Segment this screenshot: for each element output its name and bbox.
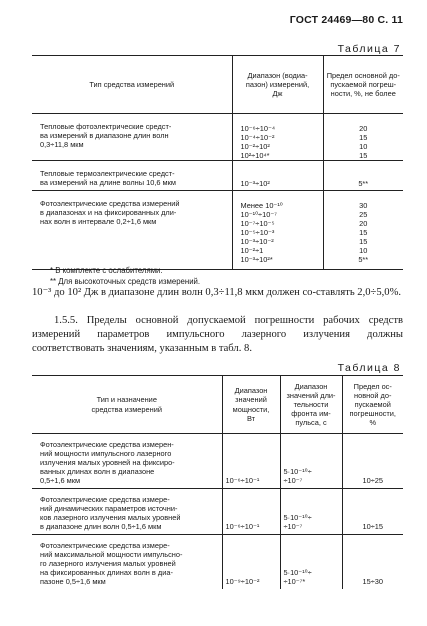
table-row	[32, 489, 403, 535]
table8-row2-duration: 5·10⁻¹⁰÷ ÷10⁻⁷	[280, 489, 342, 535]
table7-row1-name: Тепловые фотоэлектрические средст- ва измерений в диапазоне длин волн 0,3÷11,8 мкм	[40, 122, 172, 150]
table8	[32, 375, 403, 589]
table-row	[32, 161, 403, 191]
table7-header-error: Предел основной до- пускаемой погреш- ности, %, не более	[323, 56, 403, 114]
table8-header-error: Предел ос- новной до- пускаемой погрешности, %	[342, 376, 403, 434]
paragraph-continued: 10⁻³ до 10² Дж в диапазоне длин волн 0,3÷11,8 мкм должен со-ставлять 2,0÷5,0%.	[32, 287, 402, 298]
table8-row2-name: Фотоэлектрические средства измере- ний динамических параметров источни- ков лазерного излучения малых уровней в диапазоне длин волн 0,5÷1,6 мкм	[32, 489, 222, 535]
table7-row3-ranges: Менее 10⁻¹⁰ 10⁻¹⁰÷10⁻⁷ 10⁻⁷÷10⁻⁵ 10⁻⁵÷10⁻³ 10⁻³÷10⁻² 10⁻²÷1 10⁻³÷10²*	[232, 191, 323, 270]
table7-caption: Таблица 7	[337, 43, 401, 55]
table8-row1-name: Фотоэлектрические средства измерен- ний мощности импульсного лазерного излучения малых уровней на фиксиро- ванных длинах волн в диапазоне 0,5÷1,6 мкм	[40, 440, 175, 486]
table8-row2-error: 10÷15	[342, 489, 403, 535]
table7-row1-ranges: 10⁻⁶÷10⁻⁴ 10⁻⁴÷10⁻² 10⁻²÷10² 10²÷10⁴*	[232, 114, 323, 161]
table8-header-power: Диапазон значений мощности, Вт	[222, 376, 280, 434]
table-row	[32, 191, 403, 270]
footnote-2: ** Для высокоточных средств измерений.	[50, 276, 201, 286]
table7-header-range: Диапазон (водиа- пазон) измерений, Дж	[232, 56, 323, 114]
table-row	[32, 535, 403, 590]
table8-row3-duration: 5·10⁻¹⁰÷ ÷10⁻⁷*	[280, 535, 342, 590]
table7-row2-ranges: 10⁻³÷10²	[232, 161, 323, 191]
table8-row3-name: Фотоэлектрические средства измере- ний максимальной мощности импульсно- го лазерного излучения малых уровней на фиксированных длинах волн в диа- пазоне 0,5÷1,6 мкм	[32, 535, 222, 590]
table8-caption: Таблица 8	[337, 362, 401, 374]
table7-row2-errors: 5**	[323, 161, 403, 191]
table8-row1-duration: 5·10⁻¹⁰÷ ÷10⁻⁷	[280, 434, 342, 489]
table8-row1-power: 10⁻⁶÷10⁻¹	[222, 434, 280, 489]
footnote-1: * В комплекте с ослабителями.	[50, 266, 163, 275]
table8-header-type: Тип и назначение средства измерений	[32, 376, 222, 434]
table8-row3-power: 10⁻⁹÷10⁻²	[222, 535, 280, 590]
table7-row2-name: Тепловые термоэлектрические средст- ва измерений на длине волны 10,6 мкм	[32, 161, 232, 191]
table8-header-duration: Диапазон значений дли- тельности фронта им- пульса, с	[280, 376, 342, 434]
table7-row1-errors: 20 15 10 15	[323, 114, 403, 161]
page-header: ГОСТ 24469—80 С. 11	[289, 14, 403, 26]
table-row	[32, 114, 403, 161]
table8-row1-error: 10÷25	[342, 434, 403, 489]
paragraph-1-5-5: 1.5.5. Пределы основной допускаемой погрешности рабочих средств измерений параметров импульсного лазерного излучения должны соответствовать значениям, указанным в табл. 8.	[32, 315, 403, 355]
table7-header-type: Тип средства измерений	[32, 56, 232, 114]
table7	[32, 55, 403, 270]
table-row	[32, 434, 403, 489]
table7-footnotes	[50, 266, 200, 288]
table8-row2-power: 10⁻⁶÷10⁻¹	[222, 489, 280, 535]
table7-row3-name: Фотоэлектрические средства измерений в диапазонах и на фиксированных дли- нах волн в интервале 0,2÷1,6 мкм	[32, 191, 232, 270]
table8-row3-error: 15÷30	[342, 535, 403, 590]
table7-row3-errors: 30 25 20 15 15 10 5**	[323, 191, 403, 270]
